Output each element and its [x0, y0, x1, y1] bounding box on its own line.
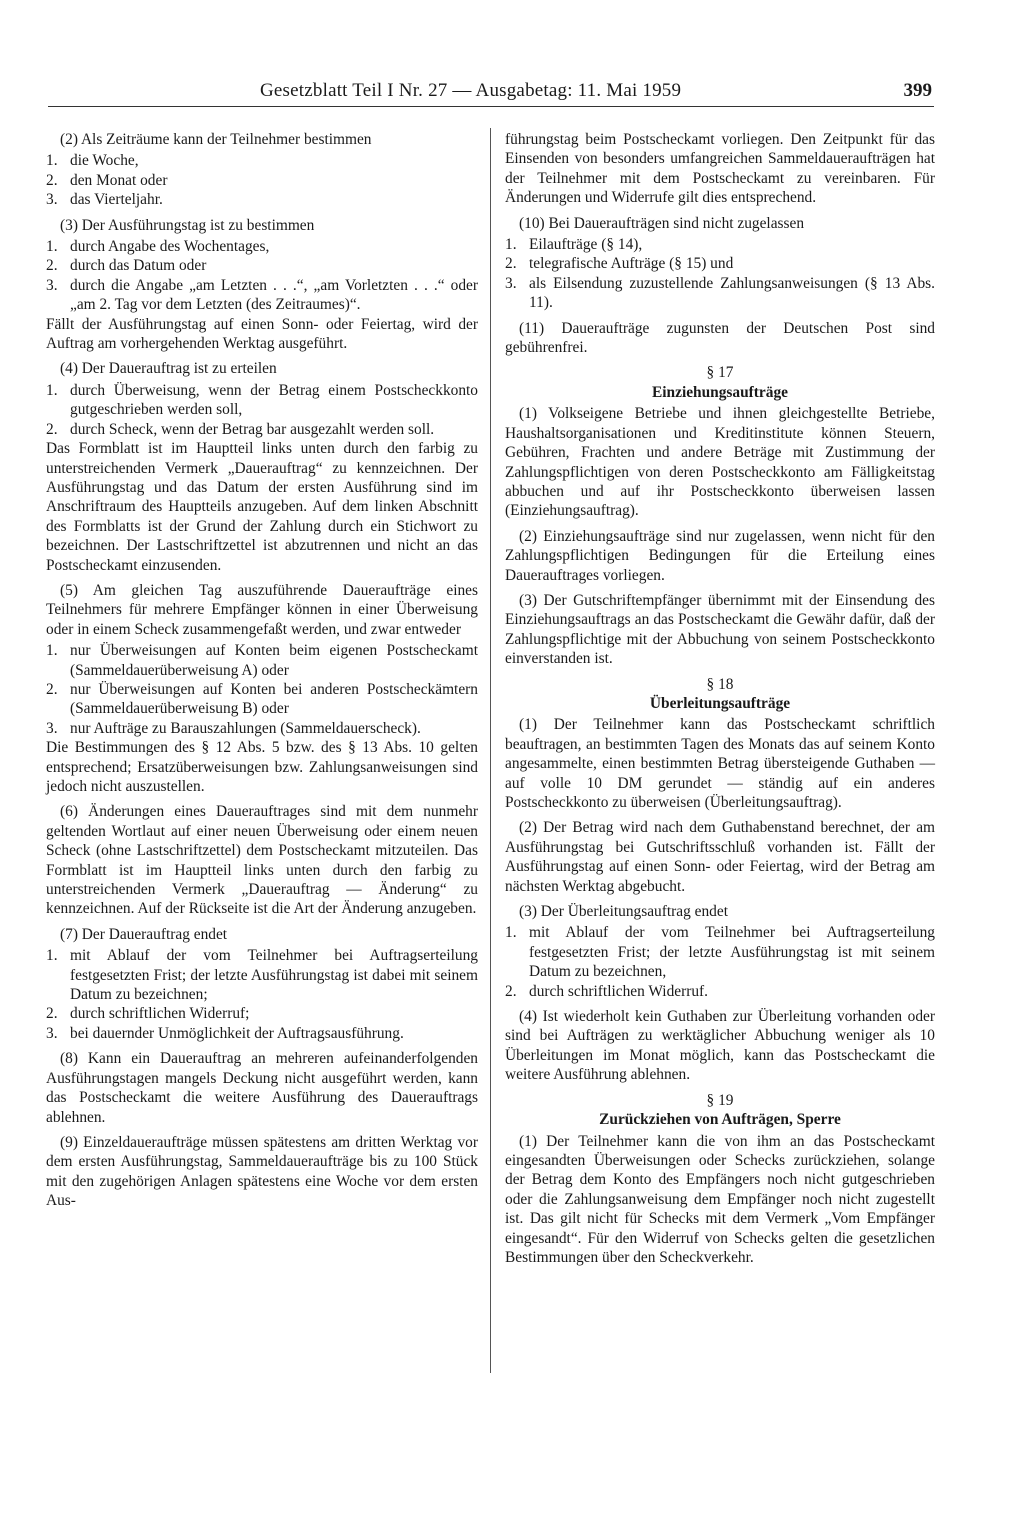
section-19-title: Zurückziehen von Aufträgen, Sperre: [599, 1111, 841, 1129]
section-17-title: Einziehungsaufträge: [652, 383, 788, 401]
section-18-paragraph-1: (1) Der Teilnehmer kann das Postscheckamt schriftlich beauftragen, an bestimmten Tagen des Monats das auf seinem Konto angesammelte, einen bestimmten Betrag übersteigende Guthaben — auf volle 10 DM gerundet — ständig auf ein anderes Postscheckkonto zu überweisen (Überleitungsauftrag).: [505, 716, 935, 811]
paragraph-5: (5) Am gleichen Tag auszuführende Daueraufträge eines Teilnehmers für mehrere Empfänger können in einer Überweisung oder in einem Scheck zusammengefaßt werden, und zwar entweder: [46, 581, 478, 638]
right-column: [505, 130, 935, 1273]
section-18-number: § 18: [706, 675, 734, 693]
header-title: Gesetzblatt Teil I Nr. 27 — Ausgabetag: 11. Mai 1959: [260, 80, 682, 101]
list-item: 2. den Monat oder: [46, 171, 168, 189]
paragraph-4: (4) Der Dauerauftrag ist zu erteilen: [60, 360, 277, 378]
section-19-paragraph-1: (1) Der Teilnehmer kann die von ihm an das Postscheckamt eingesandten Überweisungen oder Schecks zurückziehen, solange der Betrag dem Konto des Empfängers noch nicht gutgeschrieben oder die Zahlungsanweisung dem Empfänger noch nicht zugestellt ist. Das gilt nicht für Schecks mit dem Vermerk „Vom Empfänger eingesandt“. Für den Widerruf von Schecks gelten die gesetzlichen Bestimmungen über den Scheckverkehr.: [505, 1132, 935, 1266]
paragraph-10: (10) Bei Daueraufträgen sind nicht zugelassen: [519, 214, 805, 232]
paragraph-6: (6) Änderungen eines Dauerauftrages sind mit dem nunmehr geltenden Wortlaut auf einer neuen Überweisung oder einem neuen Scheck (ohne Lastschriftzettel) dem Postscheckamt mitzuteilen. Das Formblatt ist im Hauptteil links unten durch den farbig zu unterstreichenden Vermerk „Dauerauftrag — Änderung“ zu kennzeichnen. Auf der Rückseite ist die Art der Änderung anzugeben.: [46, 803, 478, 918]
paragraph-9: (9) Einzeldaueraufträge müssen spätestens am dritten Werktag vor dem ersten Ausführungstag, Sammeldaueraufträge bis zu 100 Stück mit den zugehörigen Anlagen spätestens eine Woche vor dem ersten Aus-: [46, 1133, 478, 1210]
page-header: [40, 80, 940, 110]
list-item: 1. mit Ablauf der vom Teilnehmer bei Auftragserteilung festgesetzten Frist; der letzte Ausführungstag ist mit seinem Datum zu bezeichnen,: [505, 924, 935, 981]
section-18-title: Überleitungsaufträge: [649, 694, 791, 712]
paragraph-5-continued: Die Bestimmungen des § 12 Abs. 5 bzw. des § 13 Abs. 10 gelten entsprechend; Ersatzüberweisungen bzw. Zahlungsanweisungen sind jedoch nicht auszustellen.: [46, 739, 478, 795]
list-item: 2. durch das Datum oder: [46, 257, 207, 275]
left-column: [46, 130, 478, 1217]
list-item: 1. nur Überweisungen auf Konten beim eigenen Postscheckamt (Sammeldauerüberweisung A) oder: [46, 642, 478, 679]
list-item: 3. durch die Angabe „am Letzten . . .“, „am Vorletzten . . .“ oder „am 2. Tag vor dem Letzten (des Zeitraumes)“.: [46, 276, 478, 314]
section-17-number: § 17: [706, 364, 734, 382]
list-item: 1. Eilaufträge (§ 14),: [505, 236, 643, 254]
list-item: 3. als Eilsendung zuzustellende Zahlungsanweisungen (§ 13 Abs. 11).: [505, 274, 935, 312]
paragraph-2: (2) Als Zeiträume kann der Teilnehmer bestimmen: [60, 131, 372, 148]
list-item: 2. nur Überweisungen auf Konten bei anderen Postscheckämtern (Sammeldauerüberweisung B) oder: [46, 680, 478, 718]
list-item: 2. durch schriftlichen Widerruf.: [505, 982, 709, 1000]
paragraph-8: (8) Kann ein Dauerauftrag an mehreren aufeinanderfolgenden Ausführungstagen mangels Deckung nicht ausgeführt werden, kann das Postscheckamt die weitere Ausführung des Dauerauftrags ablehnen.: [46, 1050, 478, 1126]
paragraph-4-continued: Das Formblatt ist im Hauptteil links unten durch den farbig zu unterstreichenden Vermerk „Dauerauftrag“ zu kennzeichnen. Der Ausführungstag und das Datum der ersten Ausführung sind im Anschriftraum des Hauptteils anzugeben. Auf dem linken Abschnitt des Formblatts ist der Grund der Zahlung durch ein Stichwort zu bezeichnen. Der Lastschriftzettel ist abzutrennen und nicht an das Postscheckamt einzusenden.: [46, 440, 478, 574]
section-17-paragraph-1: (1) Volkseigene Betriebe und ihnen gleichgestellte Betriebe, Haushaltsorganisationen und Kreditinstitute können Steuern, Gebühren, Frachten und andere Beträge mit Zustimmung der Zahlungspflichtigen von deren Postscheckkonto am Fälligkeitstag abbuchen und auf ihr Postscheckkonto überweisen lassen (Einziehungsauftrag).: [505, 405, 935, 520]
list-item: 3. das Vierteljahr.: [46, 191, 163, 209]
section-19-number: § 19: [706, 1091, 734, 1109]
column-divider: [490, 128, 491, 1373]
list-item: 1. mit Ablauf der vom Teilnehmer bei Auftragserteilung festgesetzten Frist; der letzte Ausführungstag ist dabei mit seinem Datum zu bezeichnen;: [46, 947, 478, 1004]
paragraph-7: (7) Der Dauerauftrag endet: [60, 925, 228, 943]
list-item: 3. nur Aufträge zu Barauszahlungen (Sammeldauerscheck).: [46, 719, 421, 737]
list-item: 3. bei dauernder Unmöglichkeit der Auftragsausführung.: [46, 1024, 404, 1042]
list-item: 1. durch Überweisung, wenn der Betrag einem Postscheckkonto gutgeschrieben werden soll,: [46, 381, 478, 419]
paragraph-11: (11) Daueraufträge zugunsten der Deutschen Post sind gebührenfrei.: [505, 319, 935, 357]
list-item: 2. telegrafische Aufträge (§ 15) und: [505, 255, 734, 273]
paragraph-3-continued: Fällt der Ausführungstag auf einen Sonn- oder Feiertag, wird der Auftrag am vorhergehenden Werktag ausgeführt.: [46, 315, 478, 353]
section-18-paragraph-3: (3) Der Überleitungsauftrag endet: [519, 903, 728, 921]
paragraph-3: (3) Der Ausführungstag ist zu bestimmen: [60, 216, 315, 234]
section-17-paragraph-2: (2) Einziehungsaufträge sind nur zugelassen, wenn nicht für den Zahlungspflichtigen Bedingungen für die Erteilung eines Dauerauftrages vorliegen.: [505, 527, 935, 584]
list-item: 1. durch Angabe des Wochentages,: [46, 238, 270, 256]
section-18-paragraph-4: (4) Ist wiederholt kein Guthaben zur Überleitung vorhanden oder sind bei Aufträgen zu werktäglicher Abbuchung weniger als 10 Überleitungen im Monat möglich, kann das Postscheckamt die weitere Ausführung ablehnen.: [505, 1008, 935, 1084]
section-17-paragraph-3: (3) Der Gutschriftempfänger übernimmt mit der Einsendung des Einziehungsauftrags an das Postscheckamt die Gewähr dafür, daß der Zahlungspflichtige mit der Abbuchung von seinem Postscheckkonto einverstanden ist.: [505, 591, 935, 668]
list-item: 1. die Woche,: [46, 152, 139, 170]
section-18-paragraph-2: (2) Der Betrag wird nach dem Guthabenstand berechnet, der am Ausführungstag bei Gutschriftsschluß vorhanden ist. Fällt der Ausführungstag auf einen Sonn- oder Feiertag, wird der Betrag am nächsten Werktag abgebucht.: [505, 819, 935, 895]
paragraph-9-continued: führungstag beim Postscheckamt vorliegen. Den Zeitpunkt für das Einsenden von besonders umfangreichen Sammeldaueraufträgen hat der Teilnehmer mit dem Postscheckamt zu vereinbaren. Für Änderungen und Widerrufe gilt dies entsprechend.: [505, 131, 935, 207]
header-rule: [48, 106, 934, 107]
list-item: 2. durch schriftlichen Widerruf;: [46, 1005, 250, 1023]
page-number: 399: [903, 80, 932, 101]
list-item: 2. durch Scheck, wenn der Betrag bar ausgezahlt werden soll.: [46, 420, 435, 438]
